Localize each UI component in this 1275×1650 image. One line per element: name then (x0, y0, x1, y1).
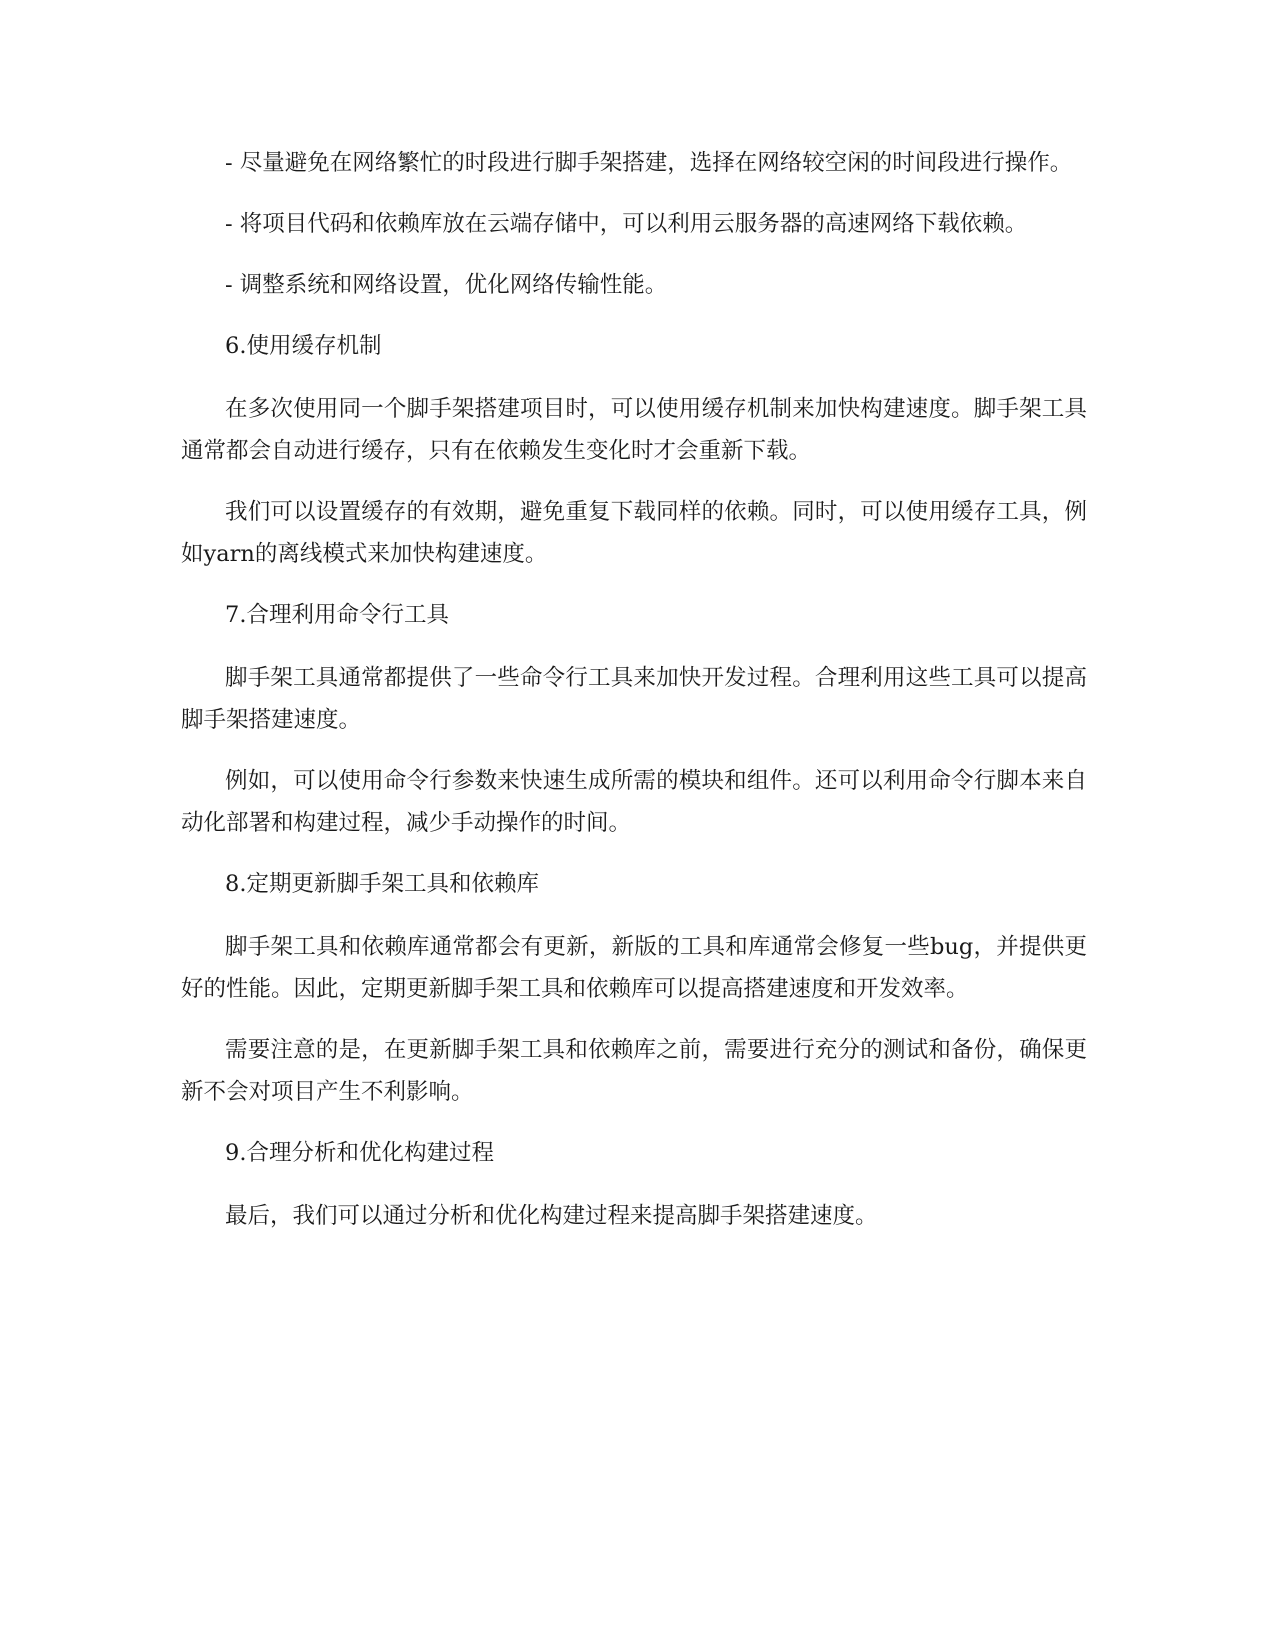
paragraph-cli-tools: 脚手架工具通常都提供了一些命令行工具来加快开发过程。合理利用这些工具可以提高脚手架搭建速度。 (181, 665, 1087, 733)
paragraph-cache-expiry: 我们可以设置缓存的有效期，避免重复下载同样的依赖。同时，可以使用缓存工具，例如yarn的离线模式来加快构建速度。 (181, 499, 1087, 567)
document-page (181, 142, 1087, 1237)
section-heading-8: 8.定期更新脚手架工具和依赖库 (225, 871, 539, 897)
bullet-cloud-storage: - 将项目代码和依赖库放在云端存储中，可以利用云服务器的高速网络下载依赖。 (225, 211, 1028, 237)
section-heading-6: 6.使用缓存机制 (225, 333, 382, 359)
paragraph-cli-example: 例如，可以使用命令行参数来快速生成所需的模块和组件。还可以利用命令行脚本来自动化部署和构建过程，减少手动操作的时间。 (181, 768, 1087, 836)
section-heading-9: 9.合理分析和优化构建过程 (225, 1140, 494, 1166)
paragraph-cache-intro: 在多次使用同一个脚手架搭建项目时，可以使用缓存机制来加快构建速度。脚手架工具通常都会自动进行缓存，只有在依赖发生变化时才会重新下载。 (181, 396, 1087, 464)
paragraph-update-tools: 脚手架工具和依赖库通常都会有更新，新版的工具和库通常会修复一些bug，并提供更好的性能。因此，定期更新脚手架工具和依赖库可以提高搭建速度和开发效率。 (181, 934, 1087, 1002)
paragraph-update-note: 需要注意的是，在更新脚手架工具和依赖库之前，需要进行充分的测试和备份，确保更新不会对项目产生不利影响。 (181, 1037, 1087, 1105)
section-heading-7: 7.合理利用命令行工具 (225, 602, 449, 628)
paragraph-build-optimization: 最后，我们可以通过分析和优化构建过程来提高脚手架搭建速度。 (225, 1203, 878, 1229)
bullet-avoid-peak-hours: - 尽量避免在网络繁忙的时段进行脚手架搭建，选择在网络较空闲的时间段进行操作。 (225, 150, 1073, 176)
bullet-network-settings: - 调整系统和网络设置，优化网络传输性能。 (225, 272, 668, 298)
